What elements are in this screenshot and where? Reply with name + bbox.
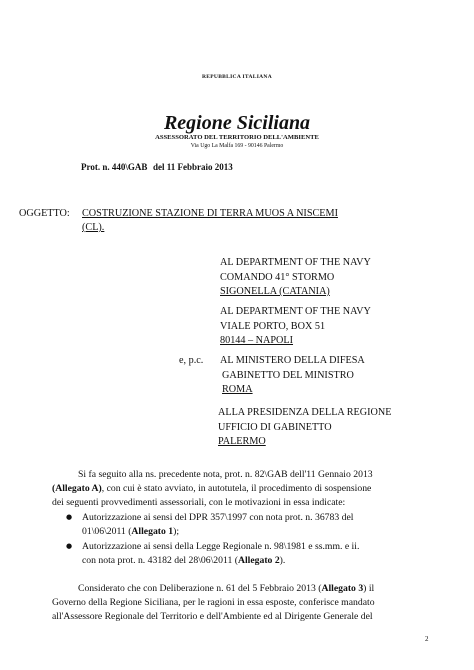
recipient-city: 80144 – NAPOLI [220, 335, 294, 346]
attachment-ref: Allegato 2 [237, 555, 280, 567]
subject-line-1: COSTRUZIONE STAZIONE DI TERRA MUOS A NISCEMI [82, 208, 338, 219]
body-paragraph-2-line-2: Governo della Regione Siciliana, per le ragioni in essa esposte, conferisce mandato [52, 597, 375, 608]
recipient-line: COMANDO 41° STORMO [220, 271, 335, 283]
recipient-line: VIALE PORTO, BOX 51 [220, 320, 326, 332]
protocol-date: del 11 Febbraio 2013 [153, 162, 233, 172]
recipient-line: ALLA PRESIDENZA DELLA REGIONE [218, 407, 392, 418]
subject-label: OGGETTO: [19, 208, 70, 219]
attachment-ref: Allegato 1 [131, 526, 174, 538]
recipient-presidency [218, 406, 391, 450]
body-paragraph-1-line-2: (Allegato A), con cui è stato avviato, in autotutela, il procedimento di sospensione [52, 483, 372, 494]
office-address: Via Ugo La Malfa 169 - 90146 Palermo [190, 143, 284, 149]
recipient-line: GABINETTO DEL MINISTRO [222, 369, 354, 381]
recipient-line: AL DEPARTMENT OF THE NAVY [220, 257, 371, 268]
subject-line-2: (CL). [82, 222, 105, 233]
bullet-dot-icon: ● [66, 513, 73, 521]
bullet-dot-icon: ● [66, 542, 73, 550]
recipient-line: UFFICIO DI GABINETTO [218, 421, 332, 433]
recipient-line: AL DEPARTMENT OF THE NAVY [220, 306, 371, 317]
region-title: Regione Siciliana [163, 112, 311, 134]
cc-prefix: e, p.c. [179, 355, 204, 366]
body-paragraph-1-line-3: dei seguenti provvedimenti assessoriali, con le motivazioni in essa indicate: [52, 497, 346, 508]
body-paragraph-2-line-1: Considerato che con Deliberazione n. 61 del 5 Febbraio 2013 (Allegato 3) il [78, 583, 375, 594]
body-paragraph-2-line-3: all'Assessore Regionale del Territorio e dell'Ambiente ed al Dirigente Generale del [52, 611, 373, 622]
bullet-item-1: ● Autorizzazione ai sensi del DPR 357\1997 con nota prot. n. 36783 del 01\06\2011 (Allegato 1); [66, 512, 354, 538]
recipient-city: SIGONELLA (CATANIA) [220, 286, 330, 297]
assessorato-heading: ASSESSORATO DEL TERRITORIO DELL'AMBIENTE [155, 134, 319, 141]
recipient-city: ROMA [222, 384, 253, 395]
recipient-ministry-defence [220, 354, 365, 398]
bullet-item-2: ● Autorizzazione ai sensi della Legge Regionale n. 98\1981 e ss.mm. e ii. con nota prot. n. 43182 del 28\06\2011 (Allegato 2). [66, 541, 360, 567]
attachment-ref: Allegato 3 [321, 583, 364, 594]
attachment-ref: (Allegato A) [52, 483, 102, 494]
body-paragraph-1-line-1: Si fa seguito alla ns. precedente nota, prot. n. 82\GAB dell'11 Gennaio 2013 [78, 469, 373, 480]
recipient-navy-sigonella [220, 256, 371, 300]
recipient-line: AL MINISTERO DELLA DIFESA [220, 355, 365, 366]
recipient-city: PALERMO [218, 436, 266, 447]
protocol-number: Prot. n. 440\GAB [81, 162, 148, 172]
republic-heading: REPUBBLICA ITALIANA [202, 74, 272, 80]
page-number: 2 [425, 635, 429, 643]
recipient-navy-napoli [220, 305, 371, 349]
